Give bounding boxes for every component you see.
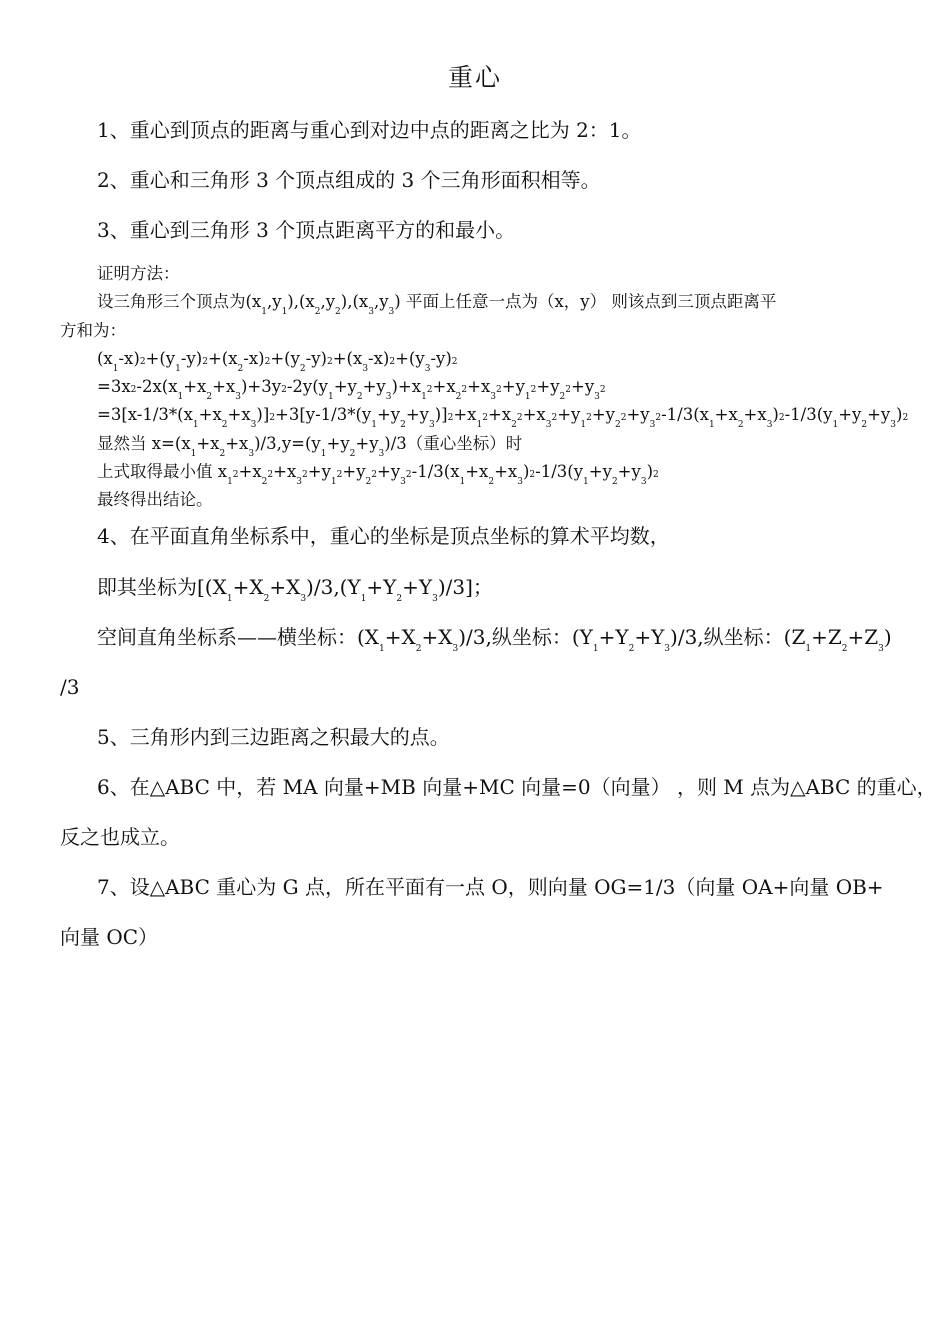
plane-coordinates: 即其坐标为$[(X_1+X_2+X_3)/3,(Y_1+Y_2+Y_3)/3]$； bbox=[97, 575, 493, 604]
property-3: 3、重心到三角形 3 个顶点距离平方的和最小。 bbox=[97, 218, 516, 242]
property-7: 7、设△ABC 重心为 G 点，所在平面有一点 O，则向量 OG=1/3（向量 OA+向量 OB+ bbox=[97, 875, 884, 899]
property-2: 2、重心和三角形 3 个顶点组成的 3 个三角形面积相等。 bbox=[97, 168, 601, 192]
proof-minimum: 上式取得最小值 $x_12+x_22+x_32+y_12+y_22+y_32-1/3(x_1+x_2+x_3)2-1/3(y_1+y_2+y_3)2$ bbox=[97, 462, 659, 487]
proof-heading: 证明方法： bbox=[97, 264, 180, 283]
proof-formula-2: $=3x2-2x(x_1+x_2+x_3)+3y2-2y(y_1+y_2+y_3)+x_12+x_22+x_32+y_12+y_22+y_32$ bbox=[97, 377, 606, 402]
proof-conclusion: 最终得出结论。 bbox=[97, 490, 213, 509]
property-7-continued: 向量 OC） bbox=[60, 925, 159, 949]
proof-formula-3: $=3[x-1/3*(x_1+x_2+x_3)]2+3[y-1/3*(y_1+y_2+y_3)]2+x_12+x_22+x_32+y_12+y_22+y_32-1/3(x_1+x_2+x_3)2-1/3(y_1+y_2+y_3)2$ bbox=[97, 405, 909, 430]
property-5: 5、三角形内到三边距离之积最大的点。 bbox=[97, 725, 450, 749]
property-4: 4、在平面直角坐标系中，重心的坐标是顶点坐标的算术平均数， bbox=[97, 524, 670, 548]
proof-setup-continued: 方和为： bbox=[60, 321, 126, 340]
document-title: 重心 bbox=[447, 63, 502, 92]
property-6: 6、在△ABC 中，若 MA 向量+MB 向量+MC 向量=0（向量） ，则 M 点为△ABC 的重心， bbox=[97, 775, 937, 799]
property-1: 1、重心到顶点的距离与重心到对边中点的距离之比为 2：1。 bbox=[97, 118, 642, 142]
space-coordinates: 空间直角坐标系——横坐标：$(X_1+X_2+X_3)/3$,纵坐标：$(Y_1+Y_2+Y_3)/3$,纵坐标：$(Z_1+Z_2+Z_3)$ bbox=[97, 625, 892, 654]
proof-formula-1: $(x_1-x)2+(y_1-y)2+(x_2-x)2+(y_2-y)2+(x_3-x)2+(y_3-y)2$ bbox=[97, 349, 458, 374]
property-6-continued: 反之也成立。 bbox=[60, 825, 180, 849]
space-coordinates-continued: /3 bbox=[60, 675, 80, 699]
proof-setup: 设三角形三个顶点为$(x_1,y_1),(x_2,y_2),(x_3,y_3)$ 平面上任意一点为（x，y） 则该点到三顶点距离平 bbox=[97, 292, 777, 317]
proof-condition: 显然当 $x=(x_1+x_2+x_3)/3,y=(y_1+y_2+y_3)/3$（重心坐标）时 bbox=[97, 434, 523, 459]
